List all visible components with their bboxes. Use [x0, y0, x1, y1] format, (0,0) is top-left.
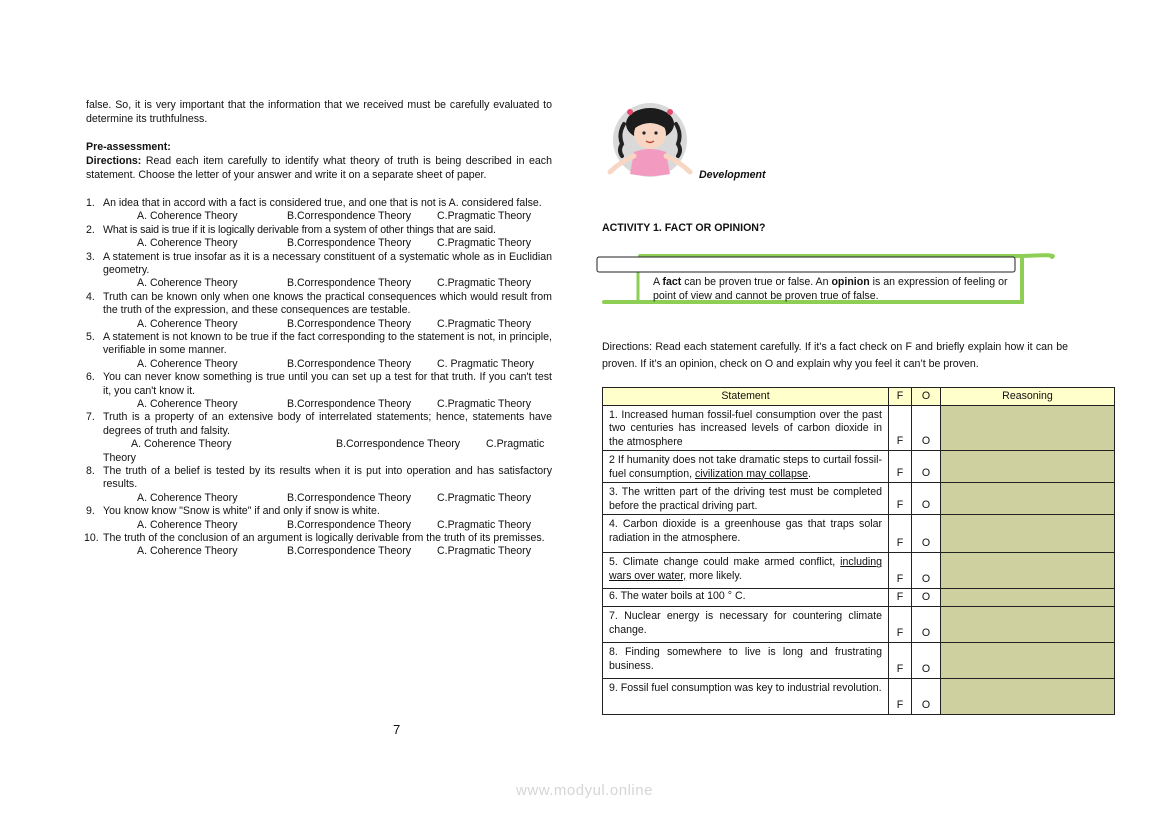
question-item — [86, 465, 552, 492]
def-part-1: A — [653, 276, 663, 288]
question-item — [86, 371, 552, 398]
question-item — [86, 291, 552, 318]
question-number: 10. — [84, 532, 99, 544]
opinion-word: opinion — [831, 276, 870, 288]
reasoning-cell[interactable] — [941, 406, 1115, 451]
option-a: A. Coherence Theory — [137, 545, 238, 558]
activity-title: ACTIVITY 1. FACT OR OPINION? — [602, 222, 766, 234]
question-item — [86, 251, 552, 278]
reasoning-cell[interactable] — [941, 451, 1115, 483]
fact-checkbox[interactable]: F — [889, 515, 912, 553]
table-row — [603, 553, 1115, 589]
answer-options — [86, 237, 552, 250]
option-c: C.Pragmatic — [486, 438, 545, 451]
statement-cell — [603, 553, 889, 589]
option-b: B.Correspondence Theory — [287, 398, 412, 411]
question-list — [86, 197, 552, 559]
opinion-checkbox[interactable]: O — [912, 553, 941, 589]
statement-text: 7. Nuclear energy is necessary for countering climate change. — [609, 610, 882, 636]
statement-cell — [603, 643, 889, 679]
question-text: What is said is true if it is logically derivable from a system of other things that are said. — [103, 223, 496, 236]
question-number: 1. — [86, 197, 95, 209]
fact-checkbox[interactable]: F — [889, 483, 912, 515]
option-b: B.Correspondence Theory — [287, 210, 412, 223]
girl-icon — [604, 100, 696, 180]
option-b: B.Correspondence Theory — [287, 518, 412, 531]
statement-underlined-text: civilization may collapse — [694, 467, 809, 480]
question-number: 7. — [86, 411, 95, 424]
header-o: O — [912, 388, 941, 406]
question-text: Truth can be known only when one knows the practical consequences which would result from the truth of the expression, and these consequences are testable. — [103, 290, 552, 317]
fact-checkbox[interactable]: F — [889, 553, 912, 589]
reasoning-cell[interactable] — [941, 483, 1115, 515]
fact-checkbox[interactable]: F — [889, 607, 912, 643]
fact-checkbox[interactable]: F — [889, 406, 912, 451]
question-text: The truth of a belief is tested by its results when it is put into operation and has satisfactory results. — [103, 465, 552, 491]
question-item — [86, 331, 552, 358]
statement-cell — [603, 515, 889, 553]
statement-cell — [603, 607, 889, 643]
opinion-checkbox[interactable]: O — [912, 483, 941, 515]
answer-options — [86, 277, 552, 290]
table-row — [603, 406, 1115, 451]
question-number: 8. — [86, 465, 95, 477]
table-row — [603, 483, 1115, 515]
option-c: C.Pragmatic Theory — [437, 210, 532, 223]
question-number: 9. — [86, 505, 95, 518]
question-number: 6. — [86, 371, 95, 384]
option-b: B.Correspondence Theory — [287, 317, 412, 330]
watermark: www.modyul.online — [516, 782, 653, 799]
fact-opinion-table — [602, 387, 1115, 715]
option-a: A. Coherence Theory — [137, 398, 238, 411]
option-c: C.Pragmatic Theory — [437, 237, 532, 250]
opinion-checkbox[interactable]: O — [912, 451, 941, 483]
answer-options — [86, 210, 552, 223]
table-header-row — [603, 388, 1115, 406]
option-a: A. Coherence Theory — [137, 518, 238, 531]
question-text: You can never know something is true until you can set up a test for that truth. If you can't test it, you can't know it. — [103, 371, 552, 397]
reasoning-cell[interactable] — [941, 589, 1115, 607]
fact-checkbox[interactable]: F — [889, 589, 912, 607]
option-b: B.Correspondence Theory — [287, 491, 412, 504]
girl-illustration — [604, 100, 696, 180]
statement-text: 8. Finding somewhere to live is long and frustrating business. — [609, 646, 882, 672]
def-part-2: can be proven true or false. An — [681, 276, 832, 288]
reasoning-cell[interactable] — [941, 515, 1115, 553]
opinion-checkbox[interactable]: O — [912, 643, 941, 679]
option-b: B.Correspondence Theory — [336, 438, 461, 451]
header-f: F — [889, 388, 912, 406]
option-c: C.Pragmatic Theory — [437, 491, 532, 504]
question-text: The truth of the conclusion of an argument is logically derivable from the truth of its premisses. — [103, 532, 545, 544]
statement-text: 4. Carbon dioxide is a greenhouse gas that traps solar radiation in the atmosphere. — [609, 518, 882, 544]
question-number: 5. — [86, 331, 95, 343]
opinion-checkbox[interactable]: O — [912, 515, 941, 553]
intro-paragraph: false. So, it is very important that the information that we received must be carefully evaluated to determine its truthfulness. — [86, 99, 552, 125]
table-row — [603, 643, 1115, 679]
answer-options — [86, 398, 552, 411]
reasoning-cell[interactable] — [941, 607, 1115, 643]
statement-cell — [603, 451, 889, 483]
table-row — [603, 451, 1115, 483]
option-c: C.Pragmatic Theory — [437, 277, 532, 290]
option-a: A. Coherence Theory — [137, 210, 238, 223]
fact-checkbox[interactable]: F — [889, 643, 912, 679]
question-text: You know know "Snow is white" if and only if snow is white. — [103, 505, 380, 518]
option-a: A. Coherence Theory — [137, 277, 238, 290]
directions-label: Directions: — [86, 155, 142, 167]
option-b: B.Correspondence Theory — [287, 545, 412, 558]
answer-options — [86, 545, 552, 558]
table-row — [603, 589, 1115, 607]
definition-text — [653, 275, 1013, 303]
opinion-checkbox[interactable]: O — [912, 589, 941, 607]
statement-text-end: more likely. — [686, 569, 742, 582]
question-item — [86, 532, 552, 545]
answer-options — [86, 438, 552, 451]
question-number: 4. — [86, 290, 95, 303]
answer-options-wrap — [86, 452, 552, 465]
directions-text: Read each item carefully to identify what theory of truth is being described in each statement. Choose the letter of your answer and write it on a separate sheet of paper. — [86, 155, 552, 181]
answer-options — [86, 492, 552, 505]
option-a: A. Coherence Theory — [137, 317, 238, 330]
answer-options — [86, 519, 552, 532]
statement-text: 6. The water boils at 100 ° C. — [609, 590, 746, 603]
fact-word: fact — [662, 276, 682, 288]
reasoning-cell[interactable] — [941, 643, 1115, 679]
statement-cell — [603, 589, 889, 607]
option-a: A. Coherence Theory — [137, 491, 238, 504]
option-a: A. Coherence Theory — [137, 357, 238, 370]
option-c: C.Pragmatic Theory — [437, 317, 532, 330]
statement-text: 3. The written part of the driving test must be completed before the practical driving part. — [609, 486, 882, 512]
pre-assessment-directions — [86, 155, 552, 182]
reasoning-cell[interactable] — [941, 679, 1115, 715]
statement-text-end: . — [808, 467, 811, 480]
fact-checkbox[interactable]: F — [889, 679, 912, 715]
question-item — [86, 411, 552, 438]
question-text: An idea that in accord with a fact is considered true, and one that is not is A. considered false. — [103, 197, 542, 209]
statement-cell — [603, 406, 889, 451]
question-text: A statement is not known to be true if the fact corresponding to the statement is not, in principle, verifiable in some manner. — [103, 331, 552, 357]
pre-assessment-heading: Pre-assessment: — [86, 141, 171, 153]
option-a: A. Coherence Theory — [131, 438, 232, 451]
question-text: A statement is true insofar as it is a necessary constituent of a systematic whole as in Euclidian geometry. — [103, 250, 552, 276]
fact-checkbox[interactable]: F — [889, 451, 912, 483]
question-item — [86, 224, 552, 237]
option-b: B.Correspondence Theory — [287, 277, 412, 290]
answer-options — [86, 358, 552, 371]
statement-text: 2 If humanity does not take dramatic steps to curtail fossil-fuel consumption, — [609, 454, 882, 480]
question-text: Truth is a property of an extensive body of interrelated statements; hence, statements have degrees of truth and falsity. — [103, 411, 552, 437]
option-c: C. Pragmatic Theory — [437, 357, 534, 370]
option-c: C.Pragmatic Theory — [437, 545, 532, 558]
question-item — [86, 197, 552, 210]
question-number: 2. — [86, 223, 95, 236]
option-c: C.Pragmatic Theory — [437, 518, 532, 531]
question-item — [86, 505, 552, 518]
option-c: C.Pragmatic Theory — [437, 398, 532, 411]
table-row — [603, 515, 1115, 553]
def-part-3: is an expression of feeling or point of view and cannot be proven true of false. — [653, 276, 1008, 302]
option-c-wrap: Theory — [103, 451, 136, 464]
page-number: 7 — [393, 722, 401, 737]
statement-text: 9. Fossil fuel consumption was key to industrial revolution. — [609, 682, 882, 695]
option-b: B.Correspondence Theory — [287, 237, 412, 250]
statement-cell — [603, 679, 889, 715]
answer-options — [86, 318, 552, 331]
table-row — [603, 679, 1115, 715]
option-b: B.Correspondence Theory — [287, 357, 412, 370]
statement-text: 1. Increased human fossil-fuel consumption over the past two centuries has increased levels of carbon dioxide in the atmosphere — [609, 409, 882, 448]
development-label: Development — [699, 169, 766, 181]
header-statement: Statement — [603, 388, 889, 406]
opinion-checkbox[interactable]: O — [912, 607, 941, 643]
reasoning-cell[interactable] — [941, 553, 1115, 589]
statement-text: 5. Climate change could make armed conflict, — [609, 556, 841, 569]
opinion-checkbox[interactable]: O — [912, 679, 941, 715]
header-reasoning: Reasoning — [941, 388, 1115, 406]
opinion-checkbox[interactable]: O — [912, 406, 941, 451]
option-a: A. Coherence Theory — [137, 237, 238, 250]
question-number: 3. — [86, 250, 95, 263]
statement-cell — [603, 483, 889, 515]
table-row — [603, 607, 1115, 643]
statement-underlined-text: including wars over water, — [609, 556, 882, 582]
activity-directions: Directions: Read each statement carefully. If it’s a fact check on F and briefly explain how it can be proven. If it’s an opinion, check on O and explain why you feel it can’t be proven. — [602, 341, 1068, 370]
